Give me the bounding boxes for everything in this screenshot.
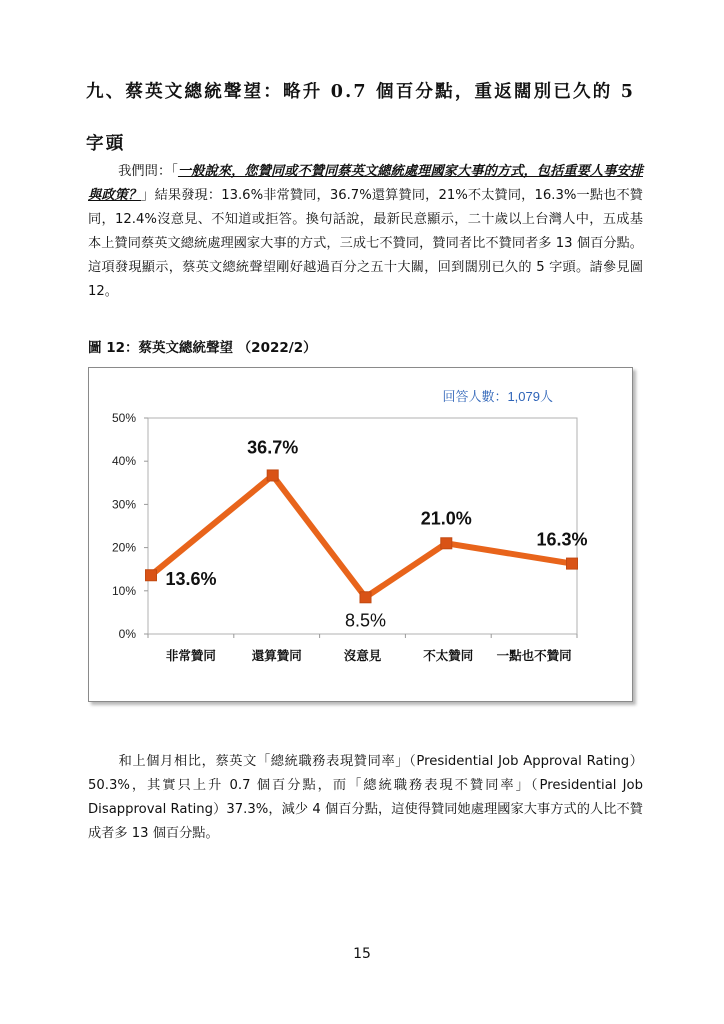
y-tick-label: 10% [111,583,136,598]
x-category-label: 不太贊同 [423,648,474,663]
x-category-label: 還算贊同 [251,648,302,663]
data-point [567,558,578,569]
data-label: 16.3% [536,529,588,550]
paragraph-survey-result [88,160,643,304]
y-tick-label: 50% [111,411,136,425]
data-point [441,538,452,549]
data-label: 13.6% [165,569,217,590]
data-label: 21.0% [420,508,472,529]
x-category-label: 一點也不贊同 [496,648,572,663]
paragraph-comparison [88,750,643,846]
survey-question: 一般說來，您贊同或不贊同蔡英文總統處理國家大事的方式，包括重要人事安排與政策？ [88,164,643,203]
data-point [146,570,157,581]
data-label: 8.5% [344,610,387,631]
data-point [360,592,371,603]
section-heading: 九、蔡英文總統聲望：略升 0.7 個百分點，重返闊別已久的 5 字頭 [86,82,636,154]
respondent-count: 回答人數：1,079人 [442,389,553,404]
page-number: 15 [353,946,371,962]
y-tick-label: 0% [118,627,136,641]
data-label: 36.7% [247,437,299,458]
approval-line-chart [89,368,632,701]
y-tick-label: 30% [111,497,136,512]
y-tick-label: 20% [111,540,136,555]
quote-open: 我們問：「 [118,164,178,179]
x-category-label: 沒意見 [343,648,382,663]
figure-caption: 圖 12：蔡英文總統聲望 （2022/2） [88,340,317,356]
survey-result-text: 」結果發現：13.6%非常贊同，36.7%還算贊同，21%不太贊同，16.3%一點也不贊同，12.4%沒意見、不知道或拒答。換句話說，最新民意顯示，二十歲以上台灣人中，五成基本上贊同蔡英文總統處理國家大事的方式，三成七不贊同，贊同者比不贊同者多 13 個百分點。這項發現顯示，蔡英文總統聲望剛好越過百分之五十大關，回到闊別已久的 5 字頭。請參見圖 12。 [88,188,643,299]
comparison-text: 和上個月相比，蔡英文「總統職務表現贊同率」（Presidential Job Approval Rating）50.3%，其實只上升 0.7 個百分點，而「總統職務表現不贊同率」（Presidential Job Disapproval Rating）37.3%，減少 4 個百分點，這使得贊同她處理國家大事方式的人比不贊成者多 13 個百分點。 [88,754,643,841]
y-tick-label: 40% [111,454,136,469]
chart-frame [88,367,633,702]
data-point [267,470,278,481]
x-category-label: 非常贊同 [165,648,216,663]
